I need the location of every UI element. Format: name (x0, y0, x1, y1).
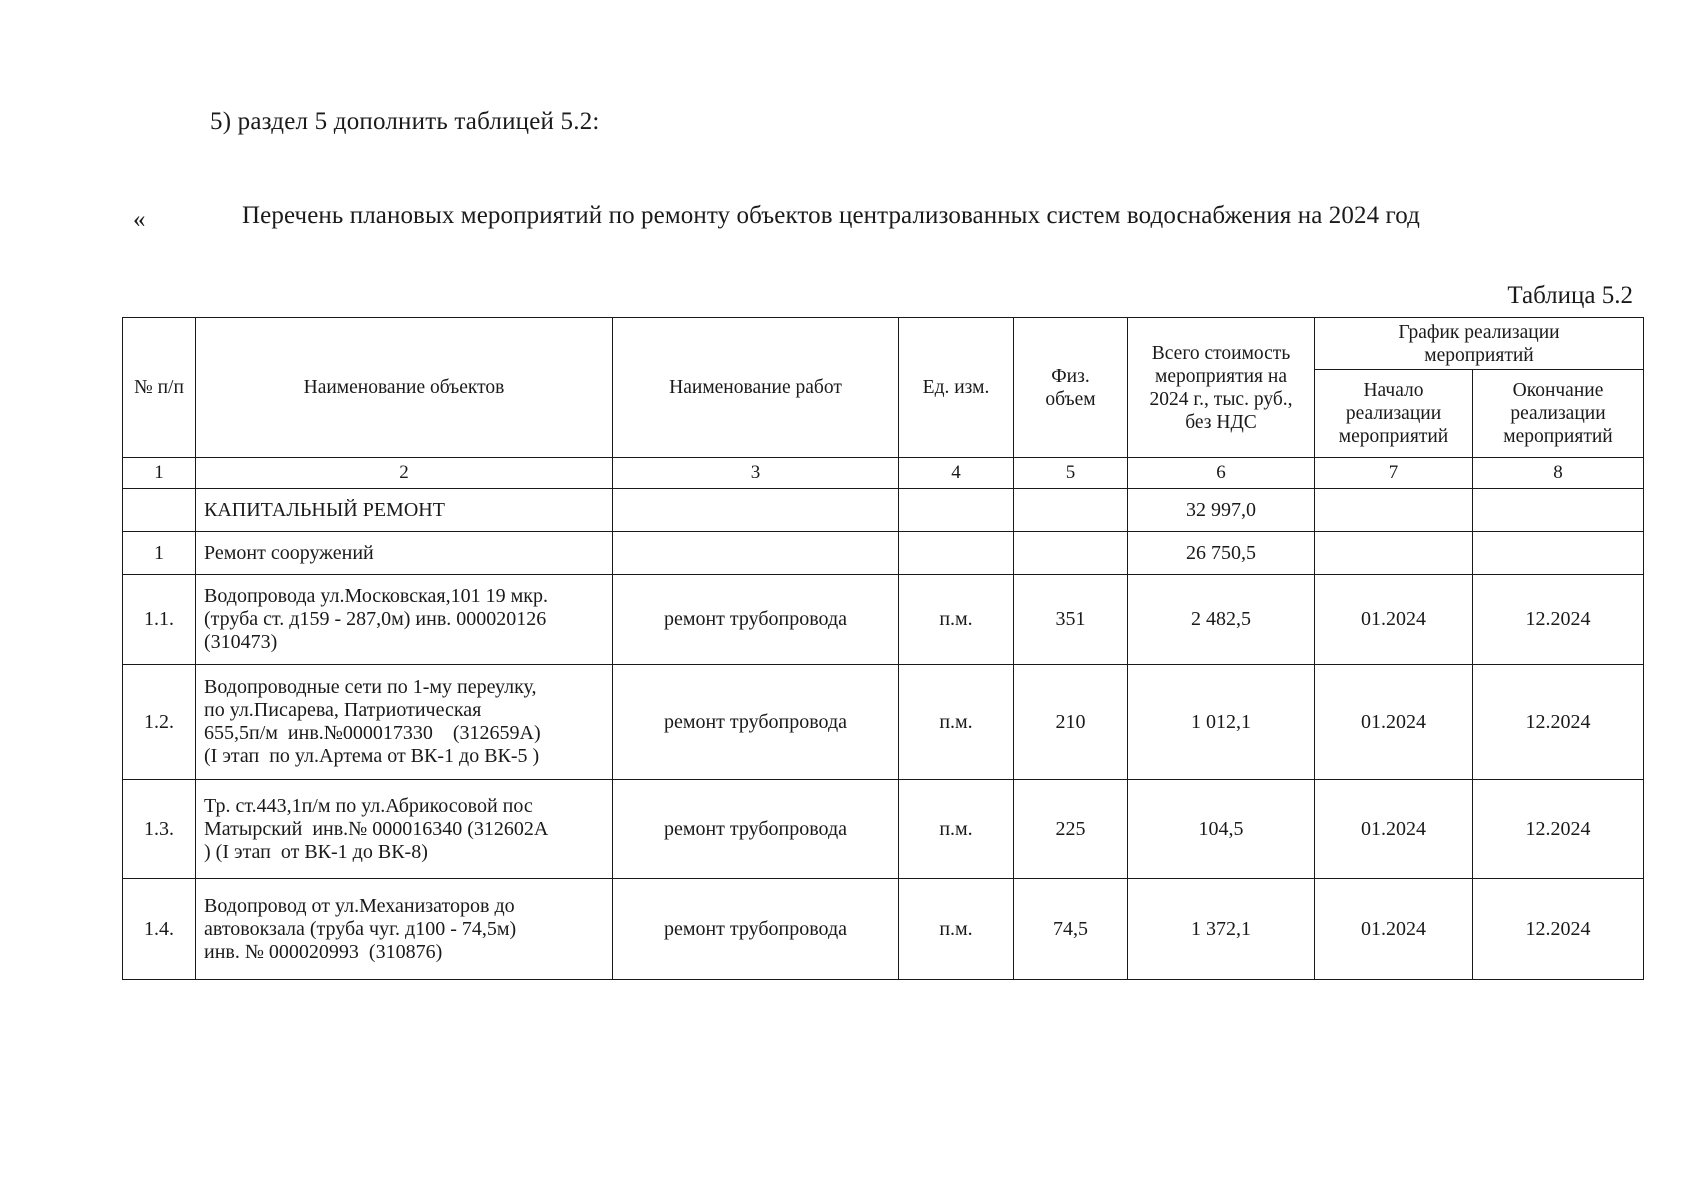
row-end: 12.2024 (1473, 879, 1644, 980)
row-cost: 104,5 (1128, 780, 1315, 879)
row-volume: 210 (1014, 665, 1128, 780)
capital-repair-total: 32 997,0 (1128, 489, 1315, 532)
row-cost: 2 482,5 (1128, 575, 1315, 665)
row-cost: 1 372,1 (1128, 879, 1315, 980)
row-volume: 74,5 (1014, 879, 1128, 980)
intro-text: 5) раздел 5 дополнить таблицей 5.2: (210, 108, 600, 135)
table-row (123, 575, 1644, 665)
row-object (196, 665, 613, 780)
object-line: автовокзала (труба чуг. д100 - 74,5м) (204, 917, 517, 940)
capital-repair-row (123, 489, 1644, 532)
header-unit: Ед. изм. (899, 318, 1014, 458)
row-volume: 225 (1014, 780, 1128, 879)
row-object (196, 780, 613, 879)
section-1-num: 1 (123, 532, 196, 575)
column-number-row (123, 458, 1644, 489)
object-line: (310473) (204, 631, 278, 653)
row-unit: п.м. (899, 575, 1014, 665)
object-line: инв. № 000020993 (310876) (204, 940, 443, 963)
object-line: Водопровод от ул.Механизаторов до (204, 894, 515, 917)
row-num: 1.2. (123, 665, 196, 780)
column-number: 8 (1473, 458, 1644, 489)
row-unit: п.м. (899, 879, 1014, 980)
object-line: (I этап по ул.Артема от ВК-1 до ВК-5 ) (204, 745, 540, 767)
column-number: 5 (1014, 458, 1128, 489)
row-num: 1.3. (123, 780, 196, 879)
row-works: ремонт трубопровода (613, 780, 899, 879)
capital-repair-label: КАПИТАЛЬНЫЙ РЕМОНТ (196, 489, 613, 532)
object-line: 655,5п/м инв.№000017330 (312659А) (204, 722, 541, 744)
header-volume: Физ. объем (1014, 318, 1128, 458)
column-number: 7 (1315, 458, 1473, 489)
column-number: 3 (613, 458, 899, 489)
repair-works-table (122, 317, 1644, 980)
header-schedule: График реализации мероприятий (1315, 318, 1644, 370)
row-start: 01.2024 (1315, 665, 1473, 780)
row-end: 12.2024 (1473, 665, 1644, 780)
row-end: 12.2024 (1473, 780, 1644, 879)
row-works: ремонт трубопровода (613, 879, 899, 980)
section-1-label: Ремонт сооружений (196, 532, 613, 575)
object-line: ) (I этап от ВК-1 до ВК-8) (204, 840, 428, 863)
document-title: Перечень плановых мероприятий по ремонту объектов централизованных систем водоснабжения на 2024 год (242, 202, 1420, 229)
section-1-row (123, 532, 1644, 575)
row-start: 01.2024 (1315, 575, 1473, 665)
header-object: Наименование объектов (196, 318, 613, 458)
header-start: Начало реализации мероприятий (1315, 370, 1473, 458)
table-row (123, 780, 1644, 879)
object-line: (труба ст. д159 - 287,0м) инв. 000020126 (204, 608, 547, 630)
table-row (123, 879, 1644, 980)
row-end: 12.2024 (1473, 575, 1644, 665)
column-number: 2 (196, 458, 613, 489)
object-line: Тр. ст.443,1п/м по ул.Абрикосовой пос (204, 794, 533, 817)
row-object (196, 879, 613, 980)
column-number: 1 (123, 458, 196, 489)
row-volume: 351 (1014, 575, 1128, 665)
header-num: № п/п (123, 318, 196, 458)
row-unit: п.м. (899, 780, 1014, 879)
header-end: Окончание реализации мероприятий (1473, 370, 1644, 458)
row-works: ремонт трубопровода (613, 665, 899, 780)
row-object (196, 575, 613, 665)
header-cost: Всего стоимость мероприятия на 2024 г., тыс. руб., без НДС (1128, 318, 1315, 458)
opening-quote: « (133, 206, 146, 233)
object-line: по ул.Писарева, Патриотическая (204, 699, 482, 721)
object-line: Водопроводные сети по 1-му переулку, (204, 676, 537, 698)
object-line: Матырский инв.№ 000016340 (312602А (204, 817, 549, 840)
table-row (123, 665, 1644, 780)
column-number: 6 (1128, 458, 1315, 489)
object-line: Водопровода ул.Московская,101 19 мкр. (204, 585, 548, 607)
header-works: Наименование работ (613, 318, 899, 458)
row-num: 1.4. (123, 879, 196, 980)
row-start: 01.2024 (1315, 879, 1473, 980)
row-works: ремонт трубопровода (613, 575, 899, 665)
row-cost: 1 012,1 (1128, 665, 1315, 780)
column-number: 4 (899, 458, 1014, 489)
row-unit: п.м. (899, 665, 1014, 780)
row-start: 01.2024 (1315, 780, 1473, 879)
table-caption: Таблица 5.2 (1507, 282, 1633, 309)
section-1-total: 26 750,5 (1128, 532, 1315, 575)
row-num: 1.1. (123, 575, 196, 665)
